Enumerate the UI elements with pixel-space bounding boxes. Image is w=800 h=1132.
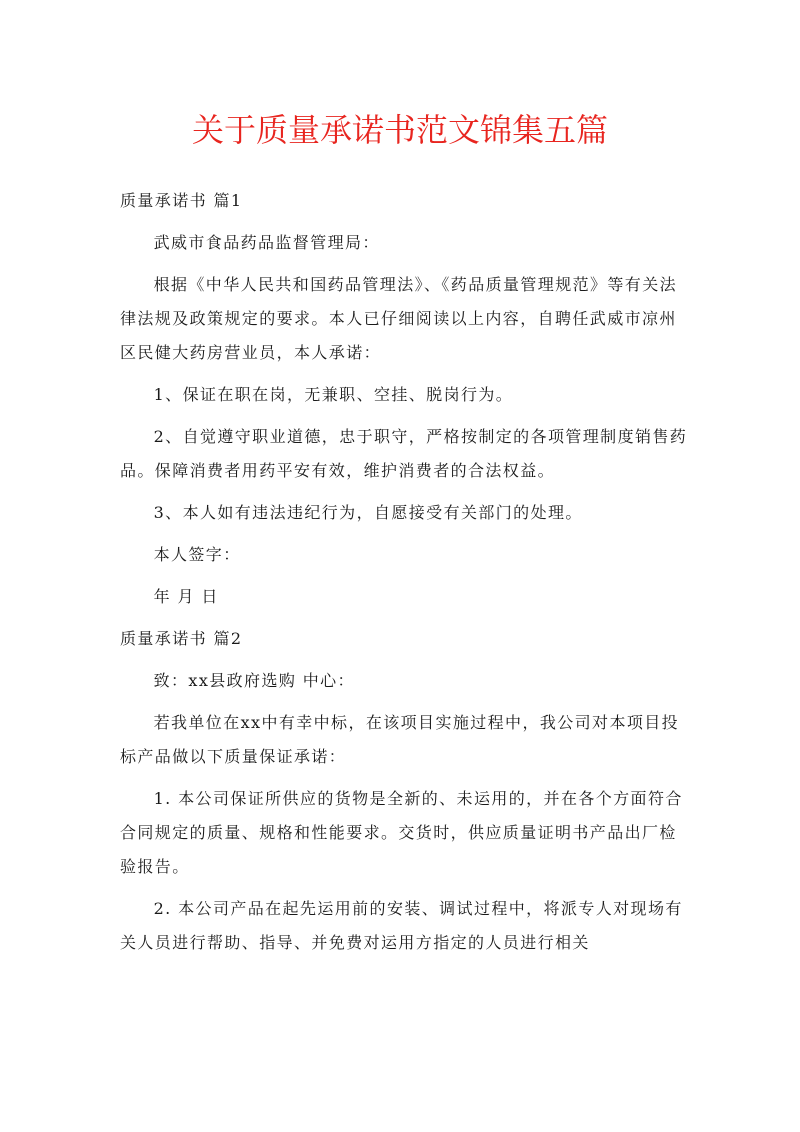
list-item: 2、自觉遵守职业道德，忠于职守，严格按制定的各项管理制度销售药品。保障消费者用药平安有效，维护消费者的合法权益。 [120,427,688,480]
list-item: 3、本人如有违法违纪行为，自愿接受有关部门的处理。 [153,503,583,522]
addressee: 致：xx县政府选购 中心： [153,671,355,690]
section-heading-2: 质量承诺书 篇2 [120,629,243,648]
list-item: 1. 本公司保证所供应的货物是全新的、未运用的，并在各个方面符合合同规定的质量、规格和性能要求。交货时，供应质量证明书产品出厂检验报告。 [120,789,683,876]
document-body [120,184,688,968]
paragraph: 根据《中华人民共和国药品管理法》、《药品质量管理规范》等有关法律法规及政策规定的要求。本人已仔细阅读以上内容，自聘任武威市凉州区民健大药房营业员，本人承诺： [120,275,677,362]
document-title: 关于质量承诺书范文锦集五篇 [191,111,608,149]
paragraph: 若我单位在xx中有幸中标，在该项目实施过程中，我公司对本项目投标产品做以下质量保证承诺： [120,713,680,766]
list-item: 1、保证在职在岗，无兼职、空挂、脱岗行为。 [153,385,514,404]
addressee: 武威市食品药品监督管理局： [153,233,380,252]
list-item: 2. 本公司产品在起先运用前的安装、调试过程中，将派专人对现场有关人员进行帮助、指导、并免费对运用方指定的人员进行相关 [120,899,683,952]
date-line: 年 月 日 [153,587,219,606]
section-heading-1: 质量承诺书 篇1 [120,191,243,210]
signature-line: 本人签字： [153,545,241,564]
